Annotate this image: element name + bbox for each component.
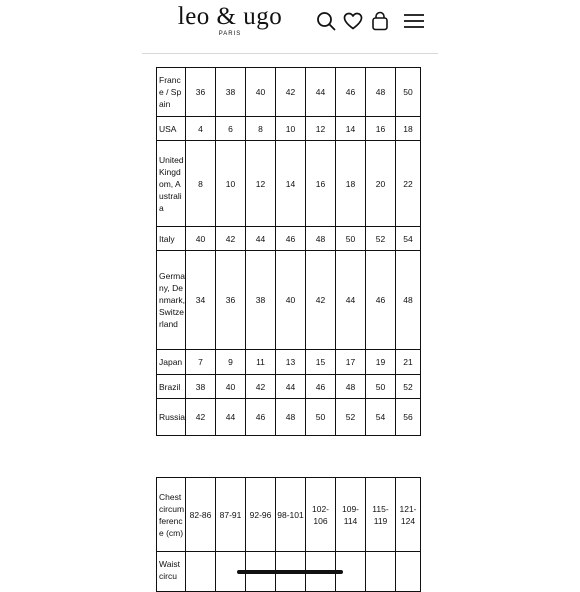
table-cell: 87-91 [216,478,246,552]
row-header: Germany, Denmark, Switzerland [157,251,186,350]
table-cell: 46 [246,399,276,436]
table-cell: 40 [246,68,276,117]
table-cell [366,552,396,592]
table-cell: 40 [186,227,216,251]
table-cell: 52 [396,375,421,399]
table-cell: 14 [276,141,306,227]
site-header [0,0,580,54]
table-row [157,399,421,436]
table-cell: 44 [246,227,276,251]
table-row [157,375,421,399]
table-cell: 44 [276,375,306,399]
table-cell: 48 [366,68,396,117]
table-cell: 50 [336,227,366,251]
table-cell: 48 [396,251,421,350]
table-cell: 10 [276,117,306,141]
table-cell: 54 [366,399,396,436]
table-cell: 54 [396,227,421,251]
table-cell: 48 [306,227,336,251]
table-cell: 20 [366,141,396,227]
table-row [157,117,421,141]
table-cell: 10 [216,141,246,227]
table-cell [186,552,216,592]
row-header: Waist circu [157,552,186,592]
menu-icon[interactable] [402,10,426,32]
table-cell: 52 [366,227,396,251]
table-cell: 42 [306,251,336,350]
table-cell: 46 [276,227,306,251]
table-cell: 14 [336,117,366,141]
table-cell: 38 [186,375,216,399]
table-cell: 38 [216,68,246,117]
table-cell: 9 [216,350,246,375]
table-cell: 115-119 [366,478,396,552]
measurement-table [156,477,421,592]
table-row [157,68,421,117]
table-cell: 44 [336,251,366,350]
table-cell: 38 [246,251,276,350]
table-cell: 50 [396,68,421,117]
table-cell: 22 [396,141,421,227]
table-cell: 12 [246,141,276,227]
row-header: France / Spain [157,68,186,117]
table-row [157,251,421,350]
size-conversion-table [156,67,421,436]
table-cell: 7 [186,350,216,375]
row-header: United Kingdom, Australia [157,141,186,227]
table-cell: 34 [186,251,216,350]
table-cell: 121-124 [396,478,421,552]
table-cell: 17 [336,350,366,375]
table-cell: 48 [276,399,306,436]
table-row [157,141,421,227]
table-cell: 44 [216,399,246,436]
table-cell: 42 [186,399,216,436]
table-cell: 15 [306,350,336,375]
row-header: Italy [157,227,186,251]
table-cell: 40 [216,375,246,399]
table-cell: 46 [366,251,396,350]
table-cell: 11 [246,350,276,375]
table-cell: 18 [396,117,421,141]
row-header: Russia [157,399,186,436]
table-row [157,350,421,375]
table-cell: 42 [216,227,246,251]
brand-name: leo & ugo [177,3,283,30]
table-cell: 102-106 [306,478,336,552]
table-cell: 16 [366,117,396,141]
header-divider [142,53,438,54]
bag-icon[interactable] [369,10,391,32]
table-cell: 82-86 [186,478,216,552]
table-cell: 109-114 [336,478,366,552]
table-cell: 98-101 [276,478,306,552]
brand-tagline: PARIS [218,31,242,37]
table-cell: 50 [306,399,336,436]
table-cell: 40 [276,251,306,350]
table-cell: 13 [276,350,306,375]
table-cell: 48 [336,375,366,399]
table-cell: 50 [366,375,396,399]
brand-logo[interactable] [172,2,288,37]
table-cell: 16 [306,141,336,227]
home-indicator[interactable] [237,570,343,574]
table-cell: 44 [306,68,336,117]
table-row [157,227,421,251]
table-cell: 36 [216,251,246,350]
heart-icon[interactable] [342,10,364,32]
search-icon[interactable] [315,10,337,32]
table-cell: 46 [336,68,366,117]
table-cell: 46 [306,375,336,399]
table-row [157,478,421,552]
table-cell: 21 [396,350,421,375]
row-header: Brazil [157,375,186,399]
table-cell: 18 [336,141,366,227]
table-cell: 8 [186,141,216,227]
table-cell: 42 [246,375,276,399]
table-cell: 4 [186,117,216,141]
table-cell: 6 [216,117,246,141]
table-cell: 92-96 [246,478,276,552]
table-cell: 36 [186,68,216,117]
row-header: USA [157,117,186,141]
table-cell: 19 [366,350,396,375]
table-cell: 52 [336,399,366,436]
row-header: Chest circumference (cm) [157,478,186,552]
row-header: Japan [157,350,186,375]
table-cell [396,552,421,592]
table-cell: 8 [246,117,276,141]
table-cell: 56 [396,399,421,436]
table-cell: 42 [276,68,306,117]
table-cell: 12 [306,117,336,141]
